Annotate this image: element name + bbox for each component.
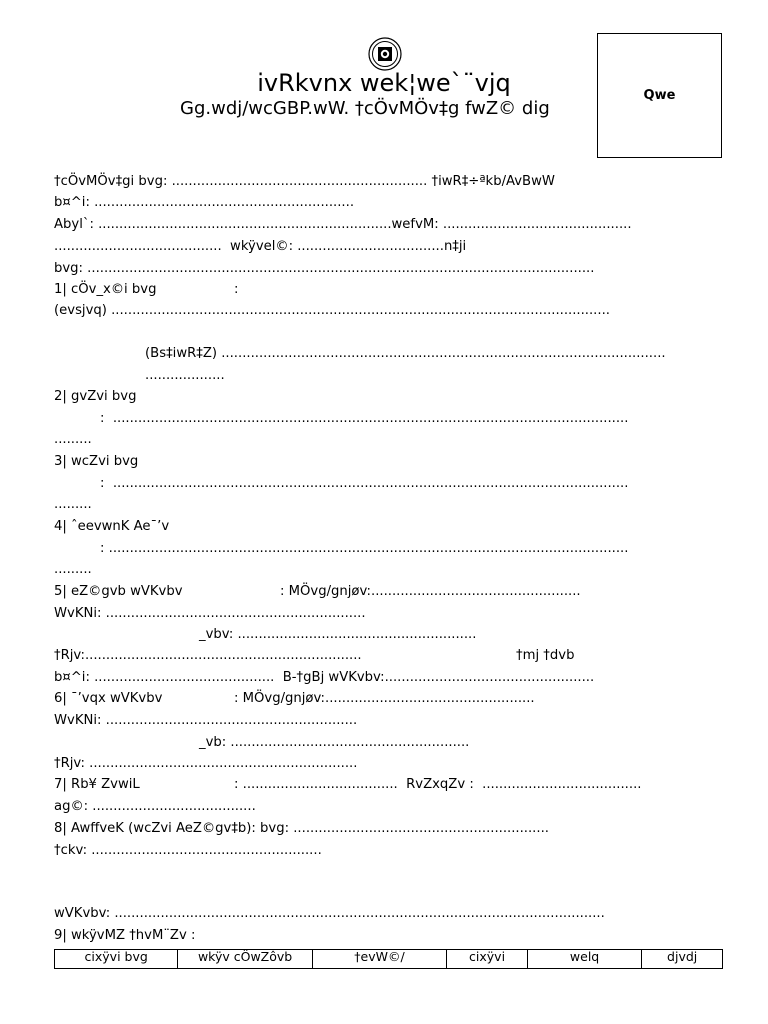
present-village-field[interactable]: : MÖvg/gnjøv:.................................................. [280,584,581,599]
marital-status-continued: ......... [54,562,92,577]
applicant-name-english-continued: ................... [145,368,225,383]
applicant-name-english-field[interactable]: (Bs‡iwR‡Z) .......................................................................................................... [145,346,666,361]
mother-name-label: 2| gvZvi bvg [54,389,137,404]
mobile-email-field[interactable]: b¤^i: ........................................... B-†gBj wVKvbv:.................................................. [54,670,595,685]
faculty-department-field[interactable]: Abyl`: ......................................................................wefvM: ............................................. [54,217,632,232]
table-header-board: †evW©/ [312,950,446,969]
present-address-label: 5| eZ©gvb wVKvbv [54,584,183,599]
marital-status-field[interactable]: : ............................................................................................................................ [100,541,629,556]
table-header-institution: wkÿv cÖwZôvb [178,950,312,969]
registration-number-field[interactable]: b¤^i: .............................................................. [54,195,355,210]
hall-name-field[interactable]: bvg: ......................................................................................................................... [54,261,595,276]
birth-date-label: 7| Rb¥ ZvwiL [54,777,140,792]
applicant-name-colon: : [234,282,239,297]
father-name-continued: ......... [54,497,92,512]
university-logo [368,37,402,71]
mobile-label: †mj †dvb [516,648,575,663]
permanent-address-label: 6| ¯’vqx wVKvbv [54,691,163,706]
guardian-name-field[interactable]: 8| AwffveK (wcZvi AeZ©gv‡b): bvg: ............................................................. [54,821,549,836]
religion-field[interactable]: ag©: ....................................... [54,799,256,814]
table-header-exam-year: cixÿvi [447,950,528,969]
mother-name-field[interactable]: : ........................................................................................................................... [100,411,629,426]
applicant-name-label: 1| cÖv_x©i bvg [54,282,157,297]
permanent-village-field[interactable]: : MÖvg/gnjøv:.................................................. [234,691,535,706]
present-district-field[interactable]: †Rjv:.................................................................. [54,648,362,663]
father-name-label: 3| wcZvi bvg [54,454,139,469]
applicant-name-bangla-field[interactable]: (evsjvq) ....................................................................................................................... [54,303,610,318]
table-header-exam: cixÿvi bvg [55,950,178,969]
form-subtitle: Gg.wdj/wcGBP.wW. †cÖvMÖv‡g fwZ© dig [180,98,550,119]
session-field[interactable]: ........................................ wkÿvel©: ...................................n‡ji [54,239,467,254]
table-header-subject: welq [527,950,641,969]
education-table [54,949,723,969]
form-title: ivRkvnx wek¦we`¨vjq [257,69,511,97]
table-header-result: djvdj [642,950,723,969]
mother-name-continued: ......... [54,432,92,447]
present-post-office-field[interactable]: WvKNi: .............................................................. [54,606,366,621]
birth-date-nationality-field[interactable]: : ..................................... RvZxqZv : ...................................... [234,777,642,792]
marital-status-label: 4| ˆeevwnK Ae¯’v [54,519,170,534]
present-thana-field[interactable]: _vbv: ......................................................... [199,627,477,642]
father-name-field[interactable]: : ........................................................................................................................... [100,476,629,491]
education-section-label: 9| wkÿvMZ †hvM¨Zv : [54,928,196,943]
photo-box [597,33,722,158]
permanent-district-field[interactable]: †Rjv: ................................................................ [54,756,358,771]
permanent-post-office-field[interactable]: WvKNi: ............................................................ [54,713,358,728]
guardian-address-field[interactable]: wVKvbv: ..................................................................................................................... [54,906,605,921]
guardian-occupation-field[interactable]: †ckv: ....................................................... [54,843,322,858]
program-name-field[interactable]: †cÖvMÖv‡gi bvg: ............................................................. †iwR‡÷ªkb/AvBwW [54,174,555,189]
photo-label: Qwe [643,88,676,103]
permanent-thana-field[interactable]: _vb: ......................................................... [199,735,470,750]
table-header-row [55,950,723,969]
